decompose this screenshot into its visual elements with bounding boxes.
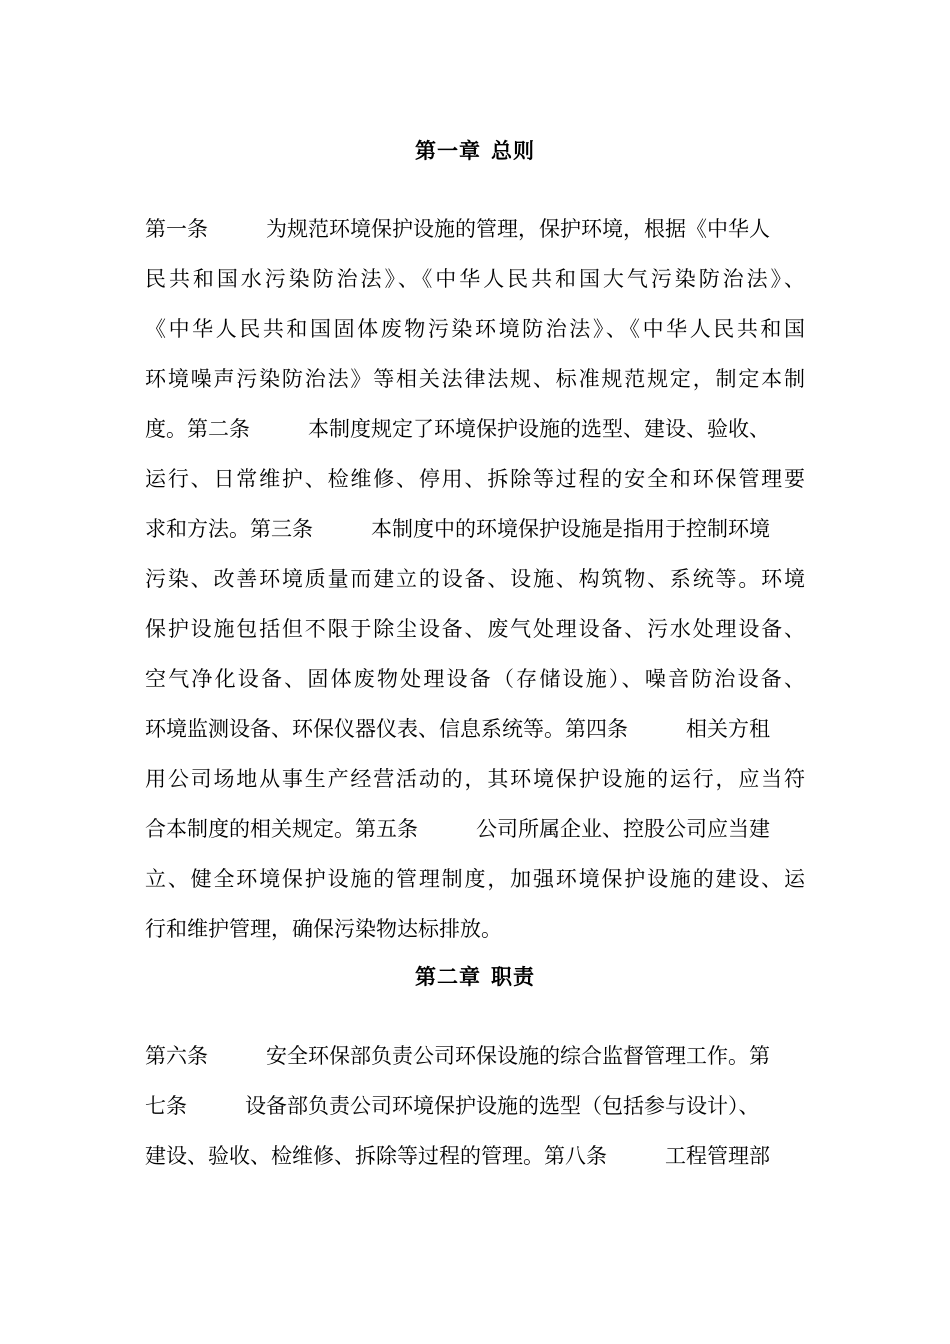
chapter-1-number: 第一章 bbox=[415, 139, 481, 163]
paragraph-line: 立、健全环境保护设施的管理制度，加强环境保护设施的建设、运 bbox=[145, 867, 805, 891]
article-8-label: 建设、验收、检维修、拆除等过程的管理。第八条 bbox=[145, 1144, 607, 1168]
paragraph-line: 民共和国水污染防治法》、《中华人民共和国大气污染防治法》、 bbox=[145, 267, 805, 291]
chapter-1-title: 总则 bbox=[491, 139, 535, 163]
article-1-line-1 bbox=[145, 215, 805, 243]
chapter-1-heading bbox=[0, 137, 950, 165]
paragraph-line: 用公司场地从事生产经营活动的，其环境保护设施的运行，应当符 bbox=[145, 767, 805, 791]
article-2-label: 度。第二条 bbox=[145, 417, 250, 441]
article-5-line bbox=[145, 815, 805, 843]
article-8-text: 工程管理部 bbox=[665, 1144, 770, 1168]
article-3-label: 求和方法。第三条 bbox=[145, 517, 313, 541]
article-5-label: 合本制度的相关规定。第五条 bbox=[145, 817, 418, 841]
paragraph-line: 空气净化设备、固体废物处理设备（存储设施）、噪音防治设备、 bbox=[145, 667, 805, 691]
article-3-line bbox=[145, 515, 805, 543]
article-7-text: 设备部负责公司环境保护设施的选型（包括参与设计）、 bbox=[245, 1094, 760, 1118]
article-1-text: 为规范环境保护设施的管理，保护环境，根据《中华人 bbox=[266, 217, 770, 241]
paragraph-line: 环境噪声污染防治法》等相关法律法规、标准规范规定，制定本制 bbox=[145, 367, 805, 391]
article-8-line bbox=[145, 1142, 805, 1170]
chapter-2-heading bbox=[0, 963, 950, 991]
article-1-label: 第一条 bbox=[145, 217, 208, 241]
article-6-label: 第六条 bbox=[145, 1044, 208, 1068]
article-7-line bbox=[145, 1092, 805, 1120]
article-6-text: 安全环保部负责公司环保设施的综合监督管理工作。第 bbox=[266, 1044, 770, 1068]
paragraph-line: 污染、改善环境质量而建立的设备、设施、构筑物、系统等。环境 bbox=[145, 567, 805, 591]
article-3-text: 本制度中的环境保护设施是指用于控制环境 bbox=[371, 517, 770, 541]
chapter-2-number: 第二章 bbox=[415, 965, 481, 989]
article-2-line bbox=[145, 415, 805, 443]
article-4-line bbox=[145, 715, 805, 743]
article-5-text: 公司所属企业、控股公司应当建 bbox=[476, 817, 770, 841]
paragraph-last-line: 行和维护管理，确保污染物达标排放。 bbox=[145, 917, 502, 941]
paragraph-line: 《中华人民共和国固体废物污染环境防治法》、《中华人民共和国 bbox=[145, 317, 805, 341]
article-6-line bbox=[145, 1042, 805, 1070]
article-2-text: 本制度规定了环境保护设施的选型、建设、验收、 bbox=[308, 417, 770, 441]
paragraph-line: 保护设施包括但不限于除尘设备、废气处理设备、污水处理设备、 bbox=[145, 617, 805, 641]
article-4-label: 环境监测设备、环保仪器仪表、信息系统等。第四条 bbox=[145, 717, 628, 741]
chapter-2-title: 职责 bbox=[491, 965, 535, 989]
paragraph-line: 运行、日常维护、检维修、停用、拆除等过程的安全和环保管理要 bbox=[145, 467, 805, 491]
article-4-text: 相关方租 bbox=[686, 717, 770, 741]
article-7-label: 七条 bbox=[145, 1094, 187, 1118]
